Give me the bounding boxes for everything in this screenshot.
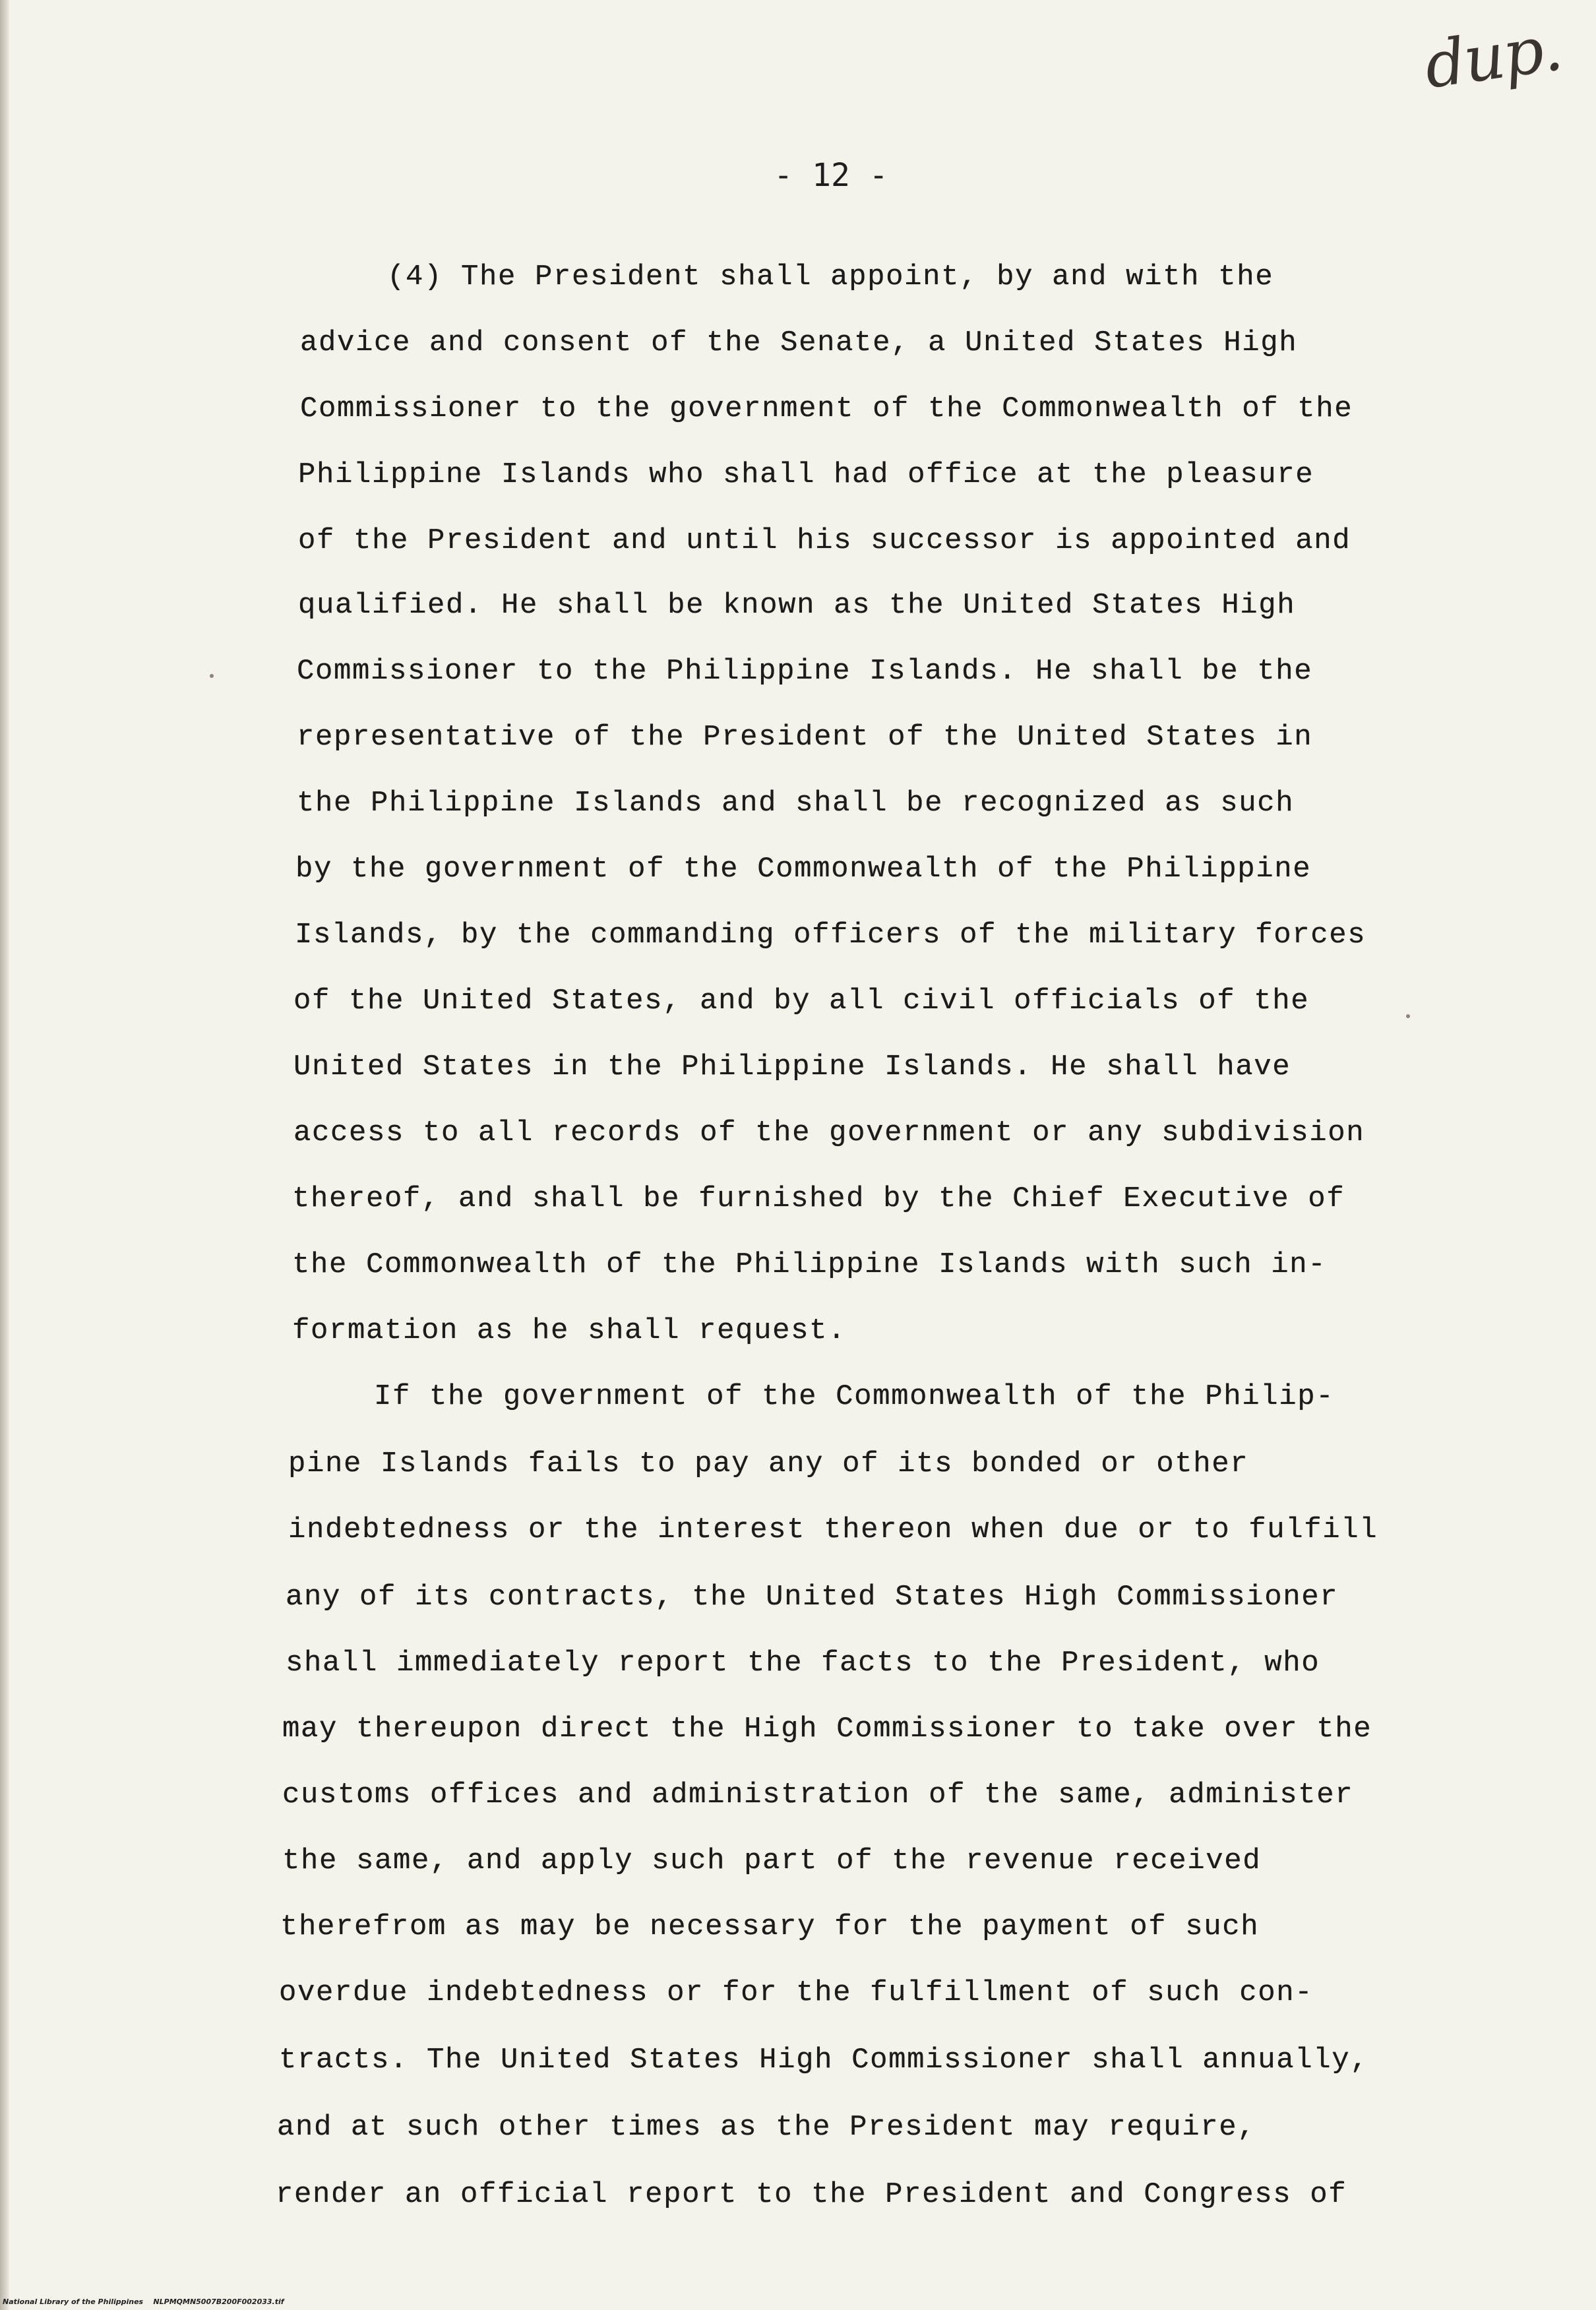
- body-line: tracts. The United States High Commissioner shall annually,: [279, 2044, 1369, 2077]
- body-line: pine Islands fails to pay any of its bonded or other: [288, 1447, 1249, 1480]
- body-line: indebtedness or the interest thereon when due or to fulfill: [288, 1513, 1378, 1546]
- body-line: therefrom as may be necessary for the payment of such: [280, 1910, 1260, 1943]
- body-line: the Commonwealth of the Philippine Islands with such in-: [292, 1248, 1327, 1281]
- archive-footer: National Library of the Philippines NLPMQMN5007B200F002033.tif: [3, 2297, 284, 2306]
- paper-speck: [210, 674, 214, 678]
- body-line: Philippine Islands who shall had office at the pleasure: [298, 458, 1314, 491]
- body-line: the Philippine Islands and shall be recognized as such: [297, 787, 1295, 820]
- body-line: formation as he shall request.: [292, 1314, 847, 1347]
- handwritten-annotation: dup.: [1420, 11, 1566, 103]
- body-line: (4) The President shall appoint, by and with the: [387, 260, 1274, 293]
- body-line: render an official report to the President and Congress of: [276, 2178, 1347, 2211]
- body-line: the same, and apply such part of the revenue received: [282, 1844, 1262, 1877]
- body-line: representative of the President of the United States in: [297, 721, 1313, 754]
- body-line: United States in the Philippine Islands. He shall have: [293, 1050, 1291, 1083]
- body-line: advice and consent of the Senate, a United States High: [300, 326, 1298, 359]
- page-number: - 12 -: [774, 157, 888, 194]
- body-line: Commissioner to the government of the Commonwealth of the: [300, 392, 1353, 425]
- body-line: qualified. He shall be known as the United States High: [298, 589, 1296, 622]
- body-line: thereof, and shall be furnished by the Chief Executive of: [292, 1182, 1345, 1215]
- body-line: of the United States, and by all civil officials of the: [293, 985, 1310, 1018]
- body-line: access to all records of the government or any subdivision: [293, 1116, 1365, 1149]
- body-line: and at such other times as the President may require,: [277, 2111, 1256, 2144]
- paper-speck: [1406, 1014, 1410, 1018]
- body-line: Commissioner to the Philippine Islands. He shall be the: [297, 655, 1313, 688]
- body-line: by the government of the Commonwealth of the Philippine: [295, 853, 1312, 886]
- body-line: overdue indebtedness or for the fulfillment of such con-: [279, 1976, 1314, 2009]
- body-line: shall immediately report the facts to the President, who: [286, 1647, 1320, 1680]
- body-line: If the government of the Commonwealth of the Philip-: [374, 1380, 1335, 1413]
- body-line: Islands, by the commanding officers of the military forces: [295, 919, 1366, 952]
- page-edge-shadow: [0, 0, 9, 2310]
- body-line: any of its contracts, the United States High Commissioner: [286, 1581, 1339, 1614]
- body-line: may thereupon direct the High Commissioner to take over the: [282, 1713, 1372, 1746]
- body-line: of the President and until his successor is appointed and: [298, 524, 1351, 557]
- body-line: customs offices and administration of the same, administer: [282, 1778, 1354, 1811]
